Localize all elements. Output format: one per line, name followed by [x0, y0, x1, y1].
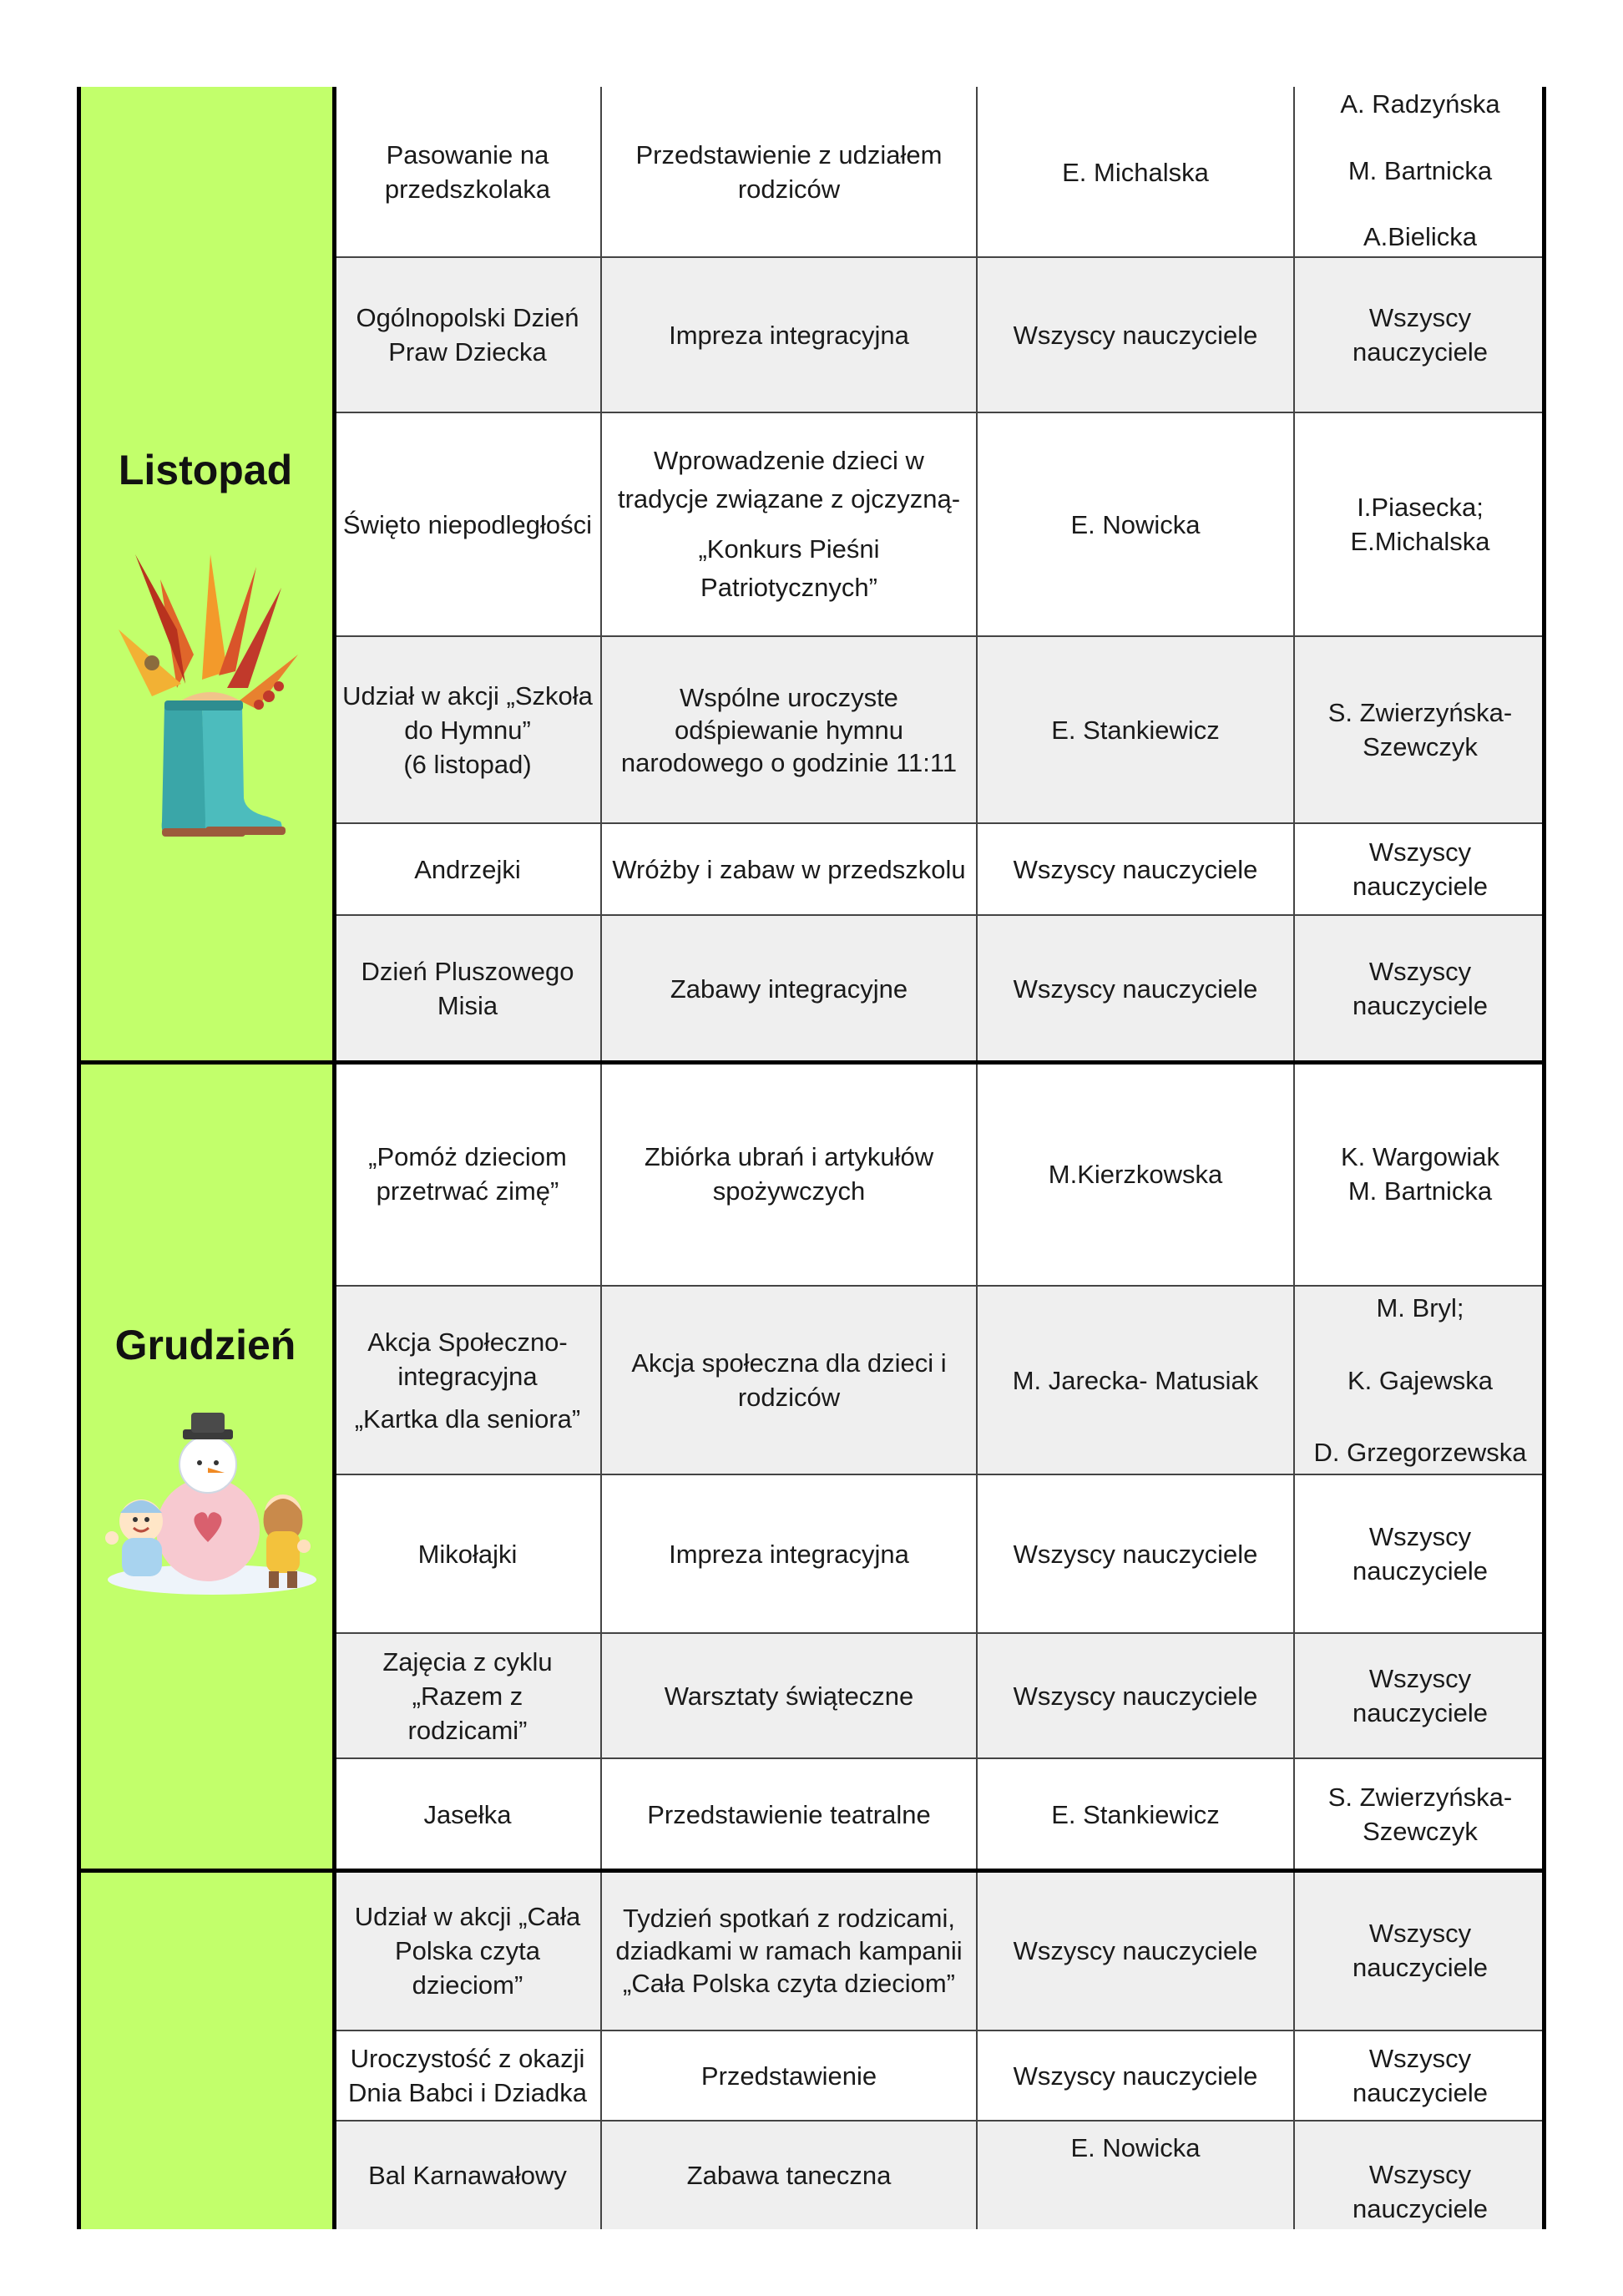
row-divider	[334, 1632, 1546, 1634]
row-divider	[334, 1285, 1546, 1287]
cell-text: Wszyscy nauczyciele	[1352, 303, 1488, 367]
table-row	[334, 636, 1546, 823]
cell-text: Pasowanie na przedszkolaka	[384, 140, 551, 204]
month-divider	[77, 1060, 1546, 1065]
cell-text: (6 listopad)	[403, 749, 532, 779]
cell-text: Zajęcia z cyklu „Razem z rodzicami”	[382, 1646, 553, 1745]
cell-text: Udział w akcji „Cała Polska czyta dzieciom”	[354, 1901, 581, 2000]
table-border-right	[1542, 87, 1546, 2229]
cell-text: Jasełka	[423, 1799, 512, 1829]
form-cell	[601, 2030, 977, 2121]
cell-text: Wszyscy nauczyciele	[1013, 1681, 1258, 1711]
cell-text: K. Gajewska	[1347, 1365, 1493, 1395]
organizer-cell	[977, 915, 1294, 1062]
helpers-cell	[1294, 823, 1546, 915]
column-divider	[1293, 87, 1295, 2229]
helpers-cell	[1294, 636, 1546, 823]
helpers-cell	[1294, 1633, 1546, 1758]
cell-text: Przedstawienie	[700, 2061, 877, 2091]
cell-text: M. Jarecka- Matusiak	[1012, 1365, 1259, 1395]
event-cell	[334, 412, 601, 636]
cell-text: S. Zwierzyńska-Szewczyk	[1327, 698, 1513, 761]
table-row	[334, 2030, 1546, 2121]
cell-text: Uroczystość z okazji Dnia Babci i Dziadka	[347, 2044, 588, 2107]
cell-text: A. Radzyńska	[1340, 89, 1500, 119]
helpers-cell	[1294, 915, 1546, 1062]
form-cell	[601, 87, 977, 257]
cell-text: Wszyscy nauczyciele	[1013, 1539, 1258, 1569]
cell-text: „Pomóż dzieciom przetrwać zimę”	[368, 1142, 567, 1206]
cell-text: Akcja Społeczno-integracyjna	[367, 1327, 568, 1391]
form-cell	[601, 636, 977, 823]
rain-boot-autumn-leaves-icon	[102, 529, 311, 838]
cell-text: M.Kierzkowska	[1048, 1159, 1223, 1189]
cell-text: Wszyscy nauczyciele	[1352, 1664, 1488, 1727]
form-cell	[601, 1870, 977, 2030]
row-divider	[334, 412, 1546, 413]
event-cell	[334, 1633, 601, 1758]
cell-text: Przedstawienie teatralne	[647, 1799, 931, 1829]
helpers-cell	[1294, 2121, 1546, 2229]
event-cell	[334, 87, 601, 257]
form-cell	[601, 915, 977, 1062]
organizer-cell	[977, 823, 1294, 915]
table-row	[334, 823, 1546, 915]
organizer-cell	[977, 1870, 1294, 2030]
row-divider	[334, 256, 1546, 258]
cell-text: Zbiórka ubrań i artykułów spożywczych	[644, 1142, 934, 1206]
event-cell	[334, 1286, 601, 1474]
month-title: Listopad	[118, 447, 293, 493]
cell-text: I.Piasecka;	[1357, 493, 1484, 522]
cell-text: S. Zwierzyńska-Szewczyk	[1327, 1783, 1513, 1846]
table-border-left	[77, 87, 81, 2229]
cell-text: Ogólnopolski Dzień Praw Dziecka	[356, 303, 579, 367]
helpers-cell	[1294, 1758, 1546, 1870]
helpers-cell	[1294, 1474, 1546, 1633]
cell-text: Wszyscy nauczyciele	[1352, 1522, 1488, 1585]
event-cell	[334, 1870, 601, 2030]
cell-text: Wszyscy nauczyciele	[1352, 2160, 1488, 2223]
cell-text: Wszyscy nauczyciele	[1013, 854, 1258, 884]
helpers-cell	[1294, 1870, 1546, 2030]
cell-text: Wróżby i zabaw w przedszkolu	[612, 854, 966, 884]
helpers-cell	[1294, 1062, 1546, 1286]
cell-text: Warsztaty świąteczne	[664, 1681, 914, 1711]
cell-text: E. Michalska	[1062, 157, 1209, 187]
table-row	[334, 2121, 1546, 2229]
event-cell	[334, 915, 601, 1062]
form-cell	[601, 257, 977, 412]
cell-text: Wszyscy nauczyciele	[1352, 2044, 1488, 2107]
table-row	[334, 1633, 1546, 1758]
event-cell	[334, 1758, 601, 1870]
cell-text: E. Stankiewicz	[1051, 1799, 1220, 1829]
table-row	[334, 1474, 1546, 1633]
organizer-cell	[977, 412, 1294, 636]
form-cell	[601, 1474, 977, 1633]
table-row	[334, 412, 1546, 636]
cell-text: Wprowadzenie dzieci w tradycje związane z ojczyzną-	[617, 446, 961, 513]
organizer-cell	[977, 636, 1294, 823]
form-cell	[601, 1633, 977, 1758]
row-divider	[334, 822, 1546, 824]
row-divider	[334, 2030, 1546, 2031]
cell-text: Mikołajki	[417, 1539, 518, 1569]
snowman-children-icon	[95, 1413, 317, 1596]
month-title: Grudzień	[114, 1322, 296, 1368]
table-row	[334, 1758, 1546, 1870]
organizer-cell	[977, 1474, 1294, 1633]
schedule-table	[77, 87, 1546, 2229]
cell-text: Tydzień spotkań z rodzicami, dziadkami w ramach kampanii „Cała Polska czyta dzieciom”	[615, 1903, 963, 1998]
cell-text: Andrzejki	[414, 854, 521, 884]
form-cell	[601, 2121, 977, 2229]
cell-text: Impreza integracyjna	[669, 1539, 909, 1569]
form-cell	[601, 1062, 977, 1286]
form-cell	[601, 412, 977, 636]
organizer-cell	[977, 257, 1294, 412]
cell-text: Wszyscy nauczyciele	[1013, 320, 1258, 350]
organizer-cell	[977, 1286, 1294, 1474]
cell-text: Akcja społeczna dla dzieci i rodziców	[631, 1348, 947, 1412]
month-cell-grudzien	[77, 1062, 334, 1870]
row-divider	[334, 635, 1546, 637]
form-cell	[601, 823, 977, 915]
event-cell	[334, 636, 601, 823]
cell-text: D. Grzegorzewska	[1313, 1438, 1527, 1467]
row-divider	[334, 2120, 1546, 2122]
event-cell	[334, 2030, 601, 2121]
cell-text: „Konkurs Pieśni Patriotycznych”	[698, 534, 880, 602]
cell-text: Zabawy integracyjne	[670, 974, 908, 1004]
event-cell	[334, 257, 601, 412]
event-cell	[334, 1062, 601, 1286]
helpers-cell	[1294, 1286, 1546, 1474]
cell-text: M. Bartnicka	[1347, 1176, 1493, 1206]
table-row	[334, 915, 1546, 1062]
cell-text: Wszyscy nauczyciele	[1352, 837, 1488, 901]
cell-text: Udział w akcji „Szkoła do Hymnu”	[342, 680, 593, 745]
cell-text: „Kartka dla seniora”	[354, 1403, 581, 1434]
organizer-cell	[977, 1062, 1294, 1286]
organizer-cell	[977, 2121, 1294, 2229]
table-row	[334, 87, 1546, 257]
row-divider	[334, 1757, 1546, 1759]
cell-text: M. Bryl;	[1376, 1293, 1464, 1322]
cell-text: Bal Karnawałowy	[368, 2160, 567, 2190]
column-divider	[976, 87, 978, 2229]
month-cell-listopad	[77, 87, 334, 1062]
month-column-border	[332, 87, 336, 2229]
row-divider	[334, 914, 1546, 916]
helpers-cell	[1294, 257, 1546, 412]
cell-text: E. Nowicka	[1070, 509, 1201, 539]
event-cell	[334, 2121, 601, 2229]
month-divider	[77, 1869, 1546, 1873]
cell-text: Przedstawienie z udziałem rodziców	[635, 140, 943, 204]
helpers-cell	[1294, 412, 1546, 636]
cell-text: A.Bielicka	[1363, 222, 1478, 251]
organizer-cell	[977, 87, 1294, 257]
event-cell	[334, 823, 601, 915]
cell-text: E. Stankiewicz	[1051, 715, 1220, 745]
cell-text: E.Michalska	[1350, 527, 1490, 556]
cell-text: Wspólne uroczyste odśpiewanie hymnu narodowego o godzinie 11:11	[620, 682, 958, 777]
cell-text: K. Wargowiak	[1340, 1142, 1500, 1171]
organizer-cell	[977, 1758, 1294, 1870]
cell-text: Święto niepodległości	[342, 509, 593, 539]
event-cell	[334, 1474, 601, 1633]
month-cell-third	[77, 1870, 334, 2229]
organizer-cell	[977, 1633, 1294, 1758]
cell-text: M. Bartnicka	[1347, 155, 1493, 185]
cell-text: Zabawa taneczna	[686, 2160, 892, 2190]
helpers-cell	[1294, 2030, 1546, 2121]
helpers-cell	[1294, 87, 1546, 257]
cell-text: Wszyscy nauczyciele	[1013, 2061, 1258, 2091]
table-row	[334, 257, 1546, 412]
organizer-cell	[977, 2030, 1294, 2121]
table-row	[334, 1062, 1546, 1286]
cell-text: Wszyscy nauczyciele	[1013, 1935, 1258, 1965]
table-row	[334, 1870, 1546, 2030]
form-cell	[601, 1758, 977, 1870]
cell-text: Wszyscy nauczyciele	[1013, 974, 1258, 1004]
cell-text: E. Nowicka	[1070, 2133, 1201, 2162]
column-divider	[600, 87, 602, 2229]
cell-text: Dzień Pluszowego Misia	[361, 957, 574, 1020]
form-cell	[601, 1286, 977, 1474]
table-row	[334, 1286, 1546, 1474]
cell-text: Wszyscy nauczyciele	[1352, 957, 1488, 1020]
row-divider	[334, 1474, 1546, 1475]
cell-text: Impreza integracyjna	[669, 320, 909, 350]
cell-text: Wszyscy nauczyciele	[1352, 1919, 1488, 1982]
